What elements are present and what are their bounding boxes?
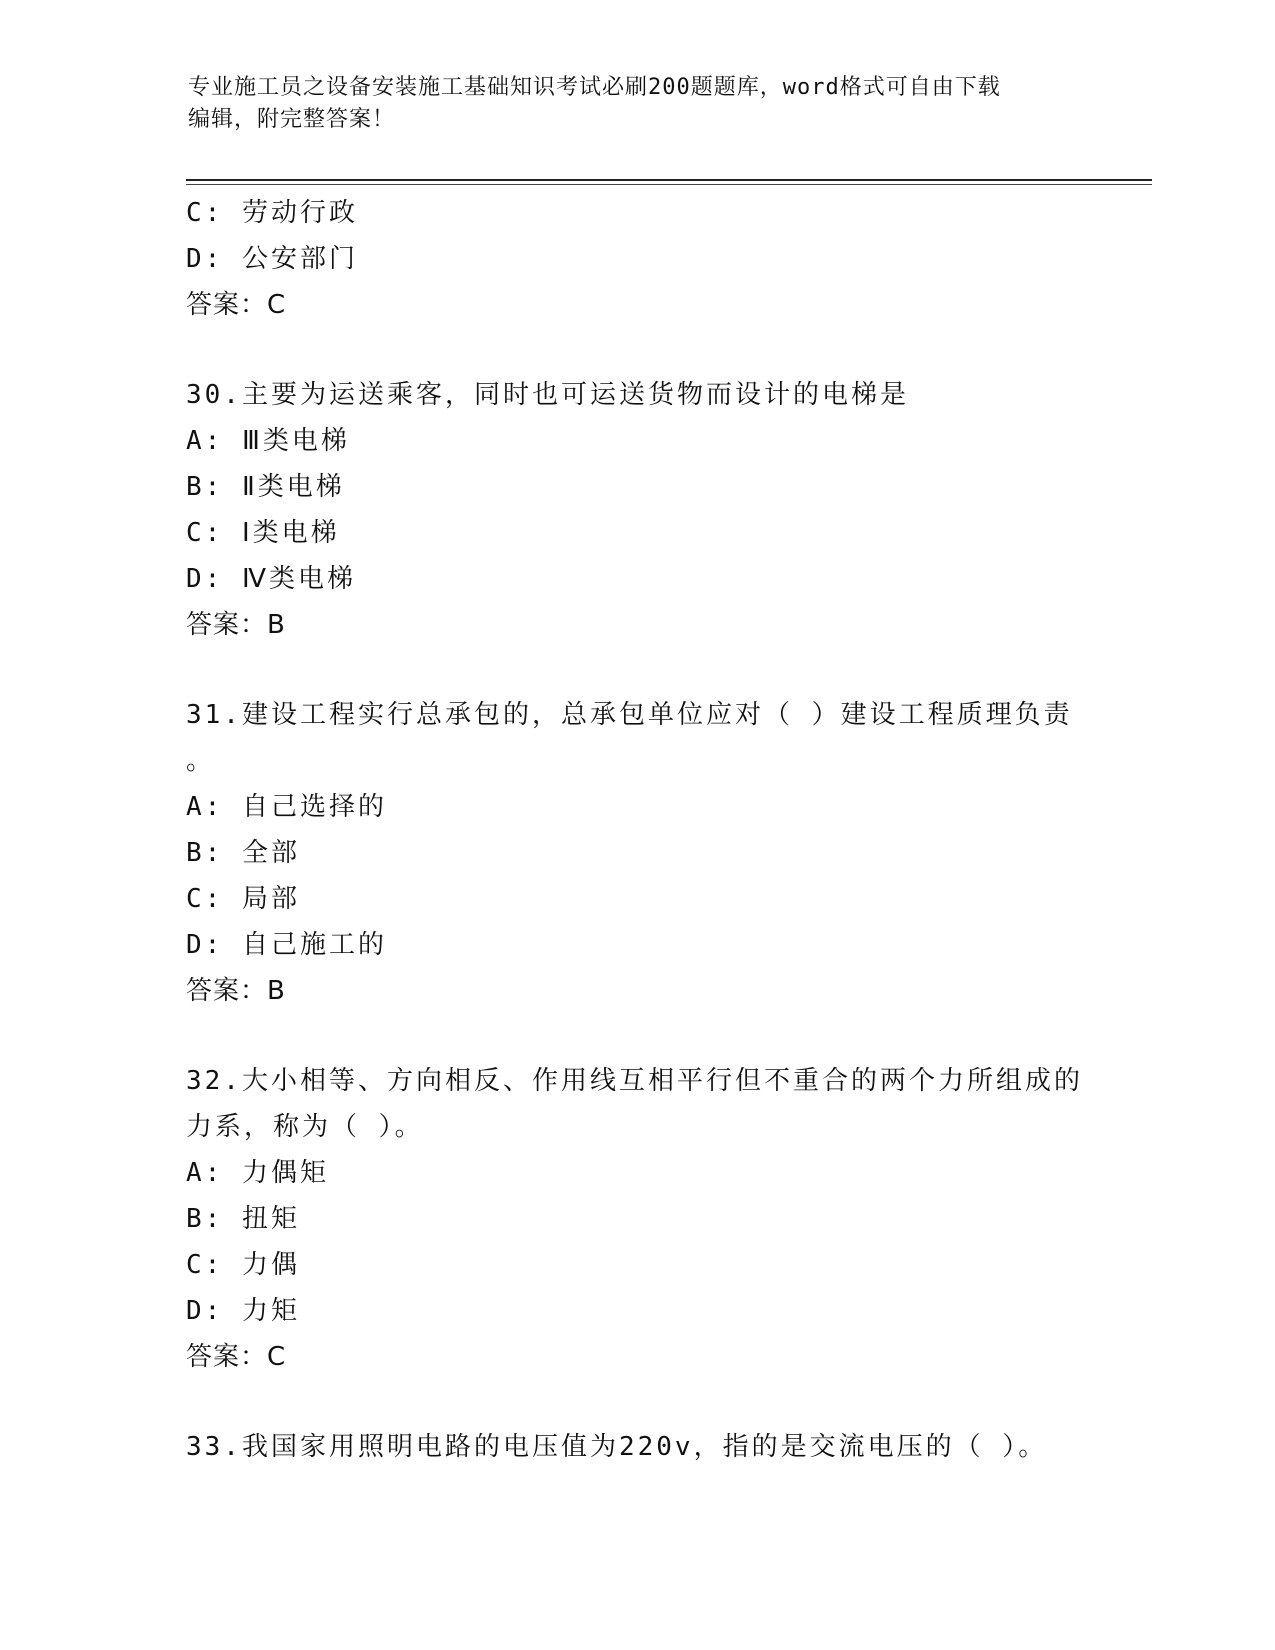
question-text: 30.主要为运送乘客，同时也可运送货物而设计的电梯是 <box>186 380 909 410</box>
option-c: C: 局部 <box>186 884 300 914</box>
question-text-line-2: 力系，称为（ ）。 <box>186 1112 424 1142</box>
spacer <box>186 648 1086 692</box>
answer-line: 答案：C <box>186 1342 287 1372</box>
question-29 <box>186 190 1086 328</box>
question-text-line-1: 32.大小相等、方向相反、作用线互相平行但不重合的两个力所组成的 <box>186 1066 1083 1096</box>
document-header <box>188 72 1088 136</box>
answer-line: 答案：C <box>186 290 287 320</box>
spacer <box>186 328 1086 372</box>
option-d: D: 自己施工的 <box>186 930 387 960</box>
option-d: D: Ⅳ类电梯 <box>186 564 356 594</box>
header-line-2: 编辑，附完整答案！ <box>188 107 396 132</box>
question-text-line-2: 。 <box>186 746 216 776</box>
option-c: C: 劳动行政 <box>186 198 358 228</box>
header-divider-thin <box>186 184 1152 185</box>
option-a: A: Ⅲ类电梯 <box>186 426 350 456</box>
option-b: B: 扭矩 <box>186 1204 300 1234</box>
answer-line: 答案：B <box>186 976 286 1006</box>
spacer <box>186 1380 1086 1424</box>
header-line-1: 专业施工员之设备安装施工基础知识考试必刷200题题库，word格式可自由下载 <box>188 75 1001 100</box>
option-b: B: 全部 <box>186 838 300 868</box>
answer-line: 答案：B <box>186 610 286 640</box>
question-list <box>186 190 1086 1470</box>
option-c: C: Ⅰ类电梯 <box>186 518 340 548</box>
option-d: D: 公安部门 <box>186 244 358 274</box>
question-30 <box>186 372 1086 648</box>
question-text: 33.我国家用照明电路的电压值为220v，指的是交流电压的（ ）。 <box>186 1432 1048 1462</box>
question-31 <box>186 692 1086 1014</box>
option-d: D: 力矩 <box>186 1296 300 1326</box>
spacer <box>186 1014 1086 1058</box>
option-b: B: Ⅱ类电梯 <box>186 472 345 502</box>
header-divider-thick <box>186 179 1152 181</box>
option-a: A: 自己选择的 <box>186 792 387 822</box>
option-a: A: 力偶矩 <box>186 1158 329 1188</box>
option-c: C: 力偶 <box>186 1250 300 1280</box>
question-32 <box>186 1058 1086 1380</box>
question-33 <box>186 1424 1086 1470</box>
question-text-line-1: 31.建设工程实行总承包的，总承包单位应对（ ）建设工程质理负责 <box>186 700 1073 730</box>
